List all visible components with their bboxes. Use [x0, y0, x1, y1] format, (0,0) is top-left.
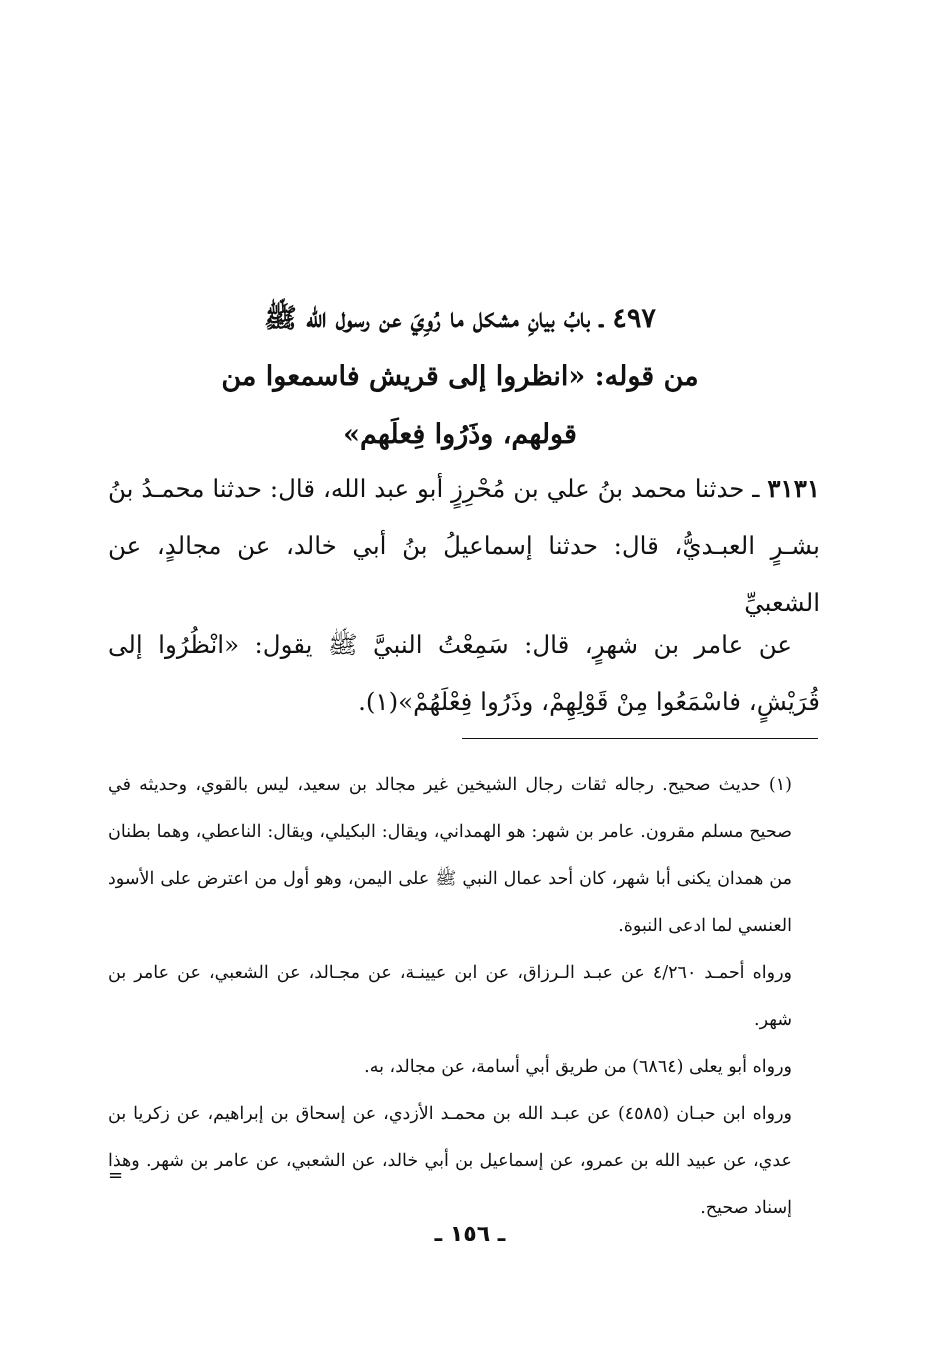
continuation-mark: = [108, 1165, 124, 1186]
footnote-3: ورواه أبو يعلى (٦٨٦٤) من طريق أبي أسامة، عن مجالد، به. [364, 1057, 792, 1077]
hadith-isnad [108, 460, 820, 631]
footnote-separator [462, 738, 818, 739]
page-number: ـ ١٥٦ ـ [434, 1222, 506, 1247]
hadith-isnad-block [108, 460, 820, 631]
hadith-matn: عن عامر بن شهرٍ، قال: سَمِعْتُ النبيَّ ﷺ يقول: «انْظُرُوا إلى قُرَيْشٍ، فاسْمَعُوا مِنْ قَوْلِهِمْ، وذَرُوا فِعْلَهُمْ»(١). [108, 630, 820, 716]
chapter-heading [200, 290, 720, 464]
chapter-heading-line-1: ٤٩٧ ـ بابُ بيانِ مشكل ما رُوِيَ عن رسول الله ﷺ [264, 303, 656, 334]
hadith-number: ٣١٣١ [767, 474, 821, 503]
chapter-heading-line-3: قولهم، وذَرُوا فِعلَهم» [343, 419, 577, 450]
chapter-heading-line-2: من قوله: «انظروا إلى قريش فاسمعوا من [221, 361, 699, 392]
hadith-matn-block [108, 616, 820, 730]
footnote-4: ورواه ابن حبـان (٤٥٨٥) عن عبـد الله بن محمـد الأزدي، عن إسحاق بن إبراهيم، عن زكريا بن عدي، عن عبيد الله بن عمرو، عن إسماعيل بن أبي خالد، عن الشعبي، عن عامر بن شهر. وهذا إسناد صحيح. [108, 1104, 792, 1218]
footnote-1: (١) حديث صحيح. رجاله ثقات رجال الشيخين غير مجالد بن سعيد، ليس بالقوي، وحديثه في صحيح مسلم مقرون. عامر بن شهر: هو الهمداني، ويقال: البكيلي، ويقال: الناعطي، وهما بطنان من همدان يكنى أبا شهر، كان أحد عمال النبي ﷺ على اليمن، وهو أول من اعترض على الأسود العنسي لما ادعى النبوة. [108, 775, 792, 936]
footnotes [108, 762, 820, 1232]
hadith-isnad-text: ـ حدثنا محمد بنُ علي بن مُحْرِزٍ أبو عبد الله، قال: حدثنا محمـدُ بنُ بشـرٍ العبـديُّ، قال: حدثنا إسماعيلُ بنُ أبي خالد، عن مجالدٍ، عن الشعبيِّ [108, 474, 820, 617]
footnote-2: ورواه أحمـد ٤/٢٦٠ عن عبـد الـرزاق، عن ابن عيينـة، عن مجـالد، عن الشعبي، عن عامر بن شهر. [108, 963, 792, 1030]
